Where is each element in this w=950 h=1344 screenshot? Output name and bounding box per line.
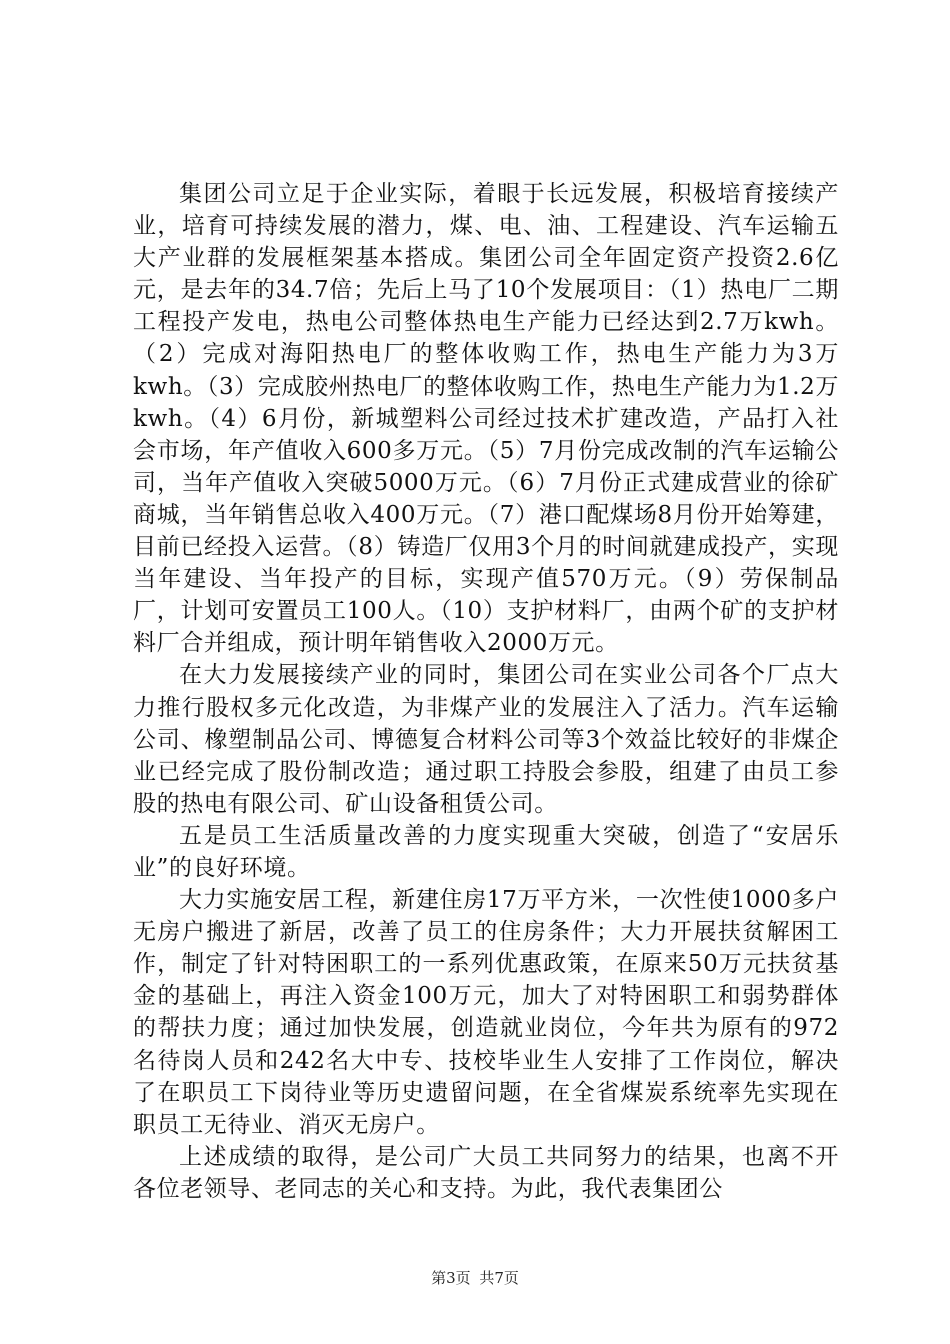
- paragraph-housing-project: 大力实施安居工程，新建住房17万平方米，一次性使1000多户无房户搬进了新居，改善了员工的住房条件；大力开展扶贫解困工作，制定了针对特困职工的一系列优惠政策，在原来50万元扶贫基金的基础上，再注入资金100万元，加大了对特困职工和弱势群体的帮扶力度；通过加快发展，创造就业岗位，今年共为原有的972名待岗人员和242名大中专、技校毕业生人安排了工作岗位，解决了在职员工下岗待业等历史遗留问题，在全省煤炭系统率先实现在职员工无待业、消灭无房户。: [133, 887, 839, 1138]
- document-body: [133, 178, 839, 1205]
- page-number: 第3页: [431, 1269, 471, 1287]
- paragraph-acknowledgement: 上述成绩的取得，是公司广大员工共同努力的结果，也离不开各位老领导、老同志的关心和支持。为此，我代表集团公: [133, 1143, 839, 1202]
- page-total: 共7页: [479, 1269, 519, 1287]
- page-footer: [0, 1268, 950, 1288]
- paragraph-industry-development: 集团公司立足于企业实际，着眼于长远发展，积极培育接续产业，培育可持续发展的潜力，煤、电、油、工程建设、汽车运输五大产业群的发展框架基本搭成。集团公司全年固定资产投资2.6亿元，是去年的34.7倍；先后上马了10个发展项目：（1）热电厂二期工程投产发电，热电公司整体热电生产能力已经达到2.7万kwh。（2）完成对海阳热电厂的整体收购工作，热电生产能力为3万kwh。（3）完成胶州热电厂的整体收购工作，热电生产能力为1.2万kwh。（4）6月份，新城塑料公司经过技术扩建改造，产品打入社会市场，年产值收入600多万元。（5）7月份完成改制的汽车运输公司，当年产值收入突破5000万元。（6）7月份正式建成营业的徐矿商城，当年销售总收入400万元。（7）港口配煤场8月份开始筹建，目前已经投入运营。（8）铸造厂仅用3个月的时间就建成投产，实现当年建设、当年投产的目标，实现产值570万元。（9）劳保制品厂，计划可安置员工100人。（10）支护材料厂，由两个矿的支护材料厂合并组成，预计明年销售收入2000万元。: [133, 181, 839, 657]
- paragraph-equity-reform: 在大力发展接续产业的同时，集团公司在实业公司各个厂点大力推行股权多元化改造，为非煤产业的发展注入了活力。汽车运输公司、橡塑制品公司、博德复合材料公司等3个效益比较好的非煤企业已经完成了股份制改造；通过职工持股会参股，组建了由员工参股的热电有限公司、矿山设备租赁公司。: [133, 662, 839, 817]
- paragraph-section-five-heading: 五是员工生活质量改善的力度实现重大突破，创造了“安居乐业”的良好环境。: [133, 822, 839, 881]
